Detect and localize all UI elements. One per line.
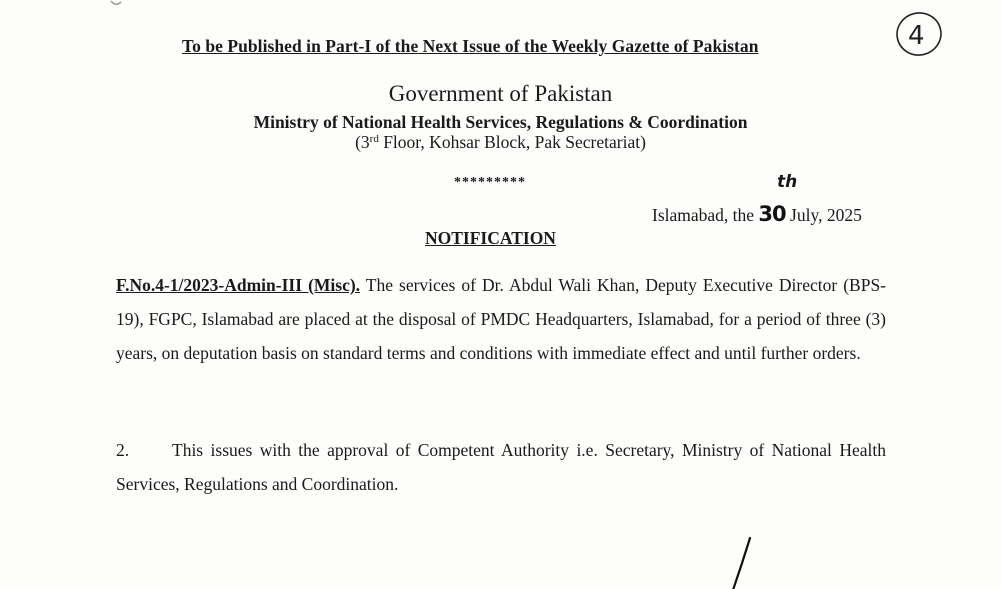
notification-title: NOTIFICATION: [425, 228, 556, 248]
paragraph-2-text: This issues with the approval of Competent Authority i.e. Secretary, Ministry of National Health Services, Regulations and Coordination.: [116, 440, 886, 494]
file-number: F.No.4-1/2023-Admin-III (Misc).: [116, 275, 361, 295]
paragraph-2: [116, 433, 886, 501]
date-line: [652, 202, 862, 226]
date-prefix: Islamabad, the: [652, 205, 759, 225]
handwritten-day: 30: [758, 202, 786, 226]
handwritten-day-suffix: th: [777, 172, 798, 192]
gazette-publication-note: To be Published in Part-I of the Next Issue of the Weekly Gazette of Pakistan: [182, 36, 759, 56]
address-open: (: [355, 132, 361, 152]
handwritten-page-number-circle: [895, 10, 945, 60]
scan-mark: [110, 0, 122, 8]
paragraph-1-text: The services of Dr. Abdul Wali Khan, Deputy Executive Director (BPS-19), FGPC, Islamabad are placed at the disposal of PMDC Headquarters, Islamabad, for a period of three (3) years, on deputation basis on standard terms and conditions with immediate effect and until further orders.: [116, 275, 887, 363]
ministry-address: [0, 132, 1001, 153]
annotation-number: 4: [908, 21, 925, 51]
address-floor-number: 3: [360, 132, 370, 152]
government-heading: Government of Pakistan: [388, 81, 613, 106]
address-rest: Floor, Kohsar Block, Pak Secretariat): [378, 132, 646, 152]
paragraph-2-number: 2.: [116, 440, 130, 460]
address-floor-suffix: rd: [369, 133, 379, 145]
signature-stroke: [728, 536, 758, 589]
separator-stars: *********: [454, 175, 526, 190]
ministry-heading: Ministry of National Health Services, Regulations & Coordination: [253, 112, 748, 132]
date-rest: July, 2025: [785, 205, 862, 225]
paragraph-1: [116, 268, 886, 370]
